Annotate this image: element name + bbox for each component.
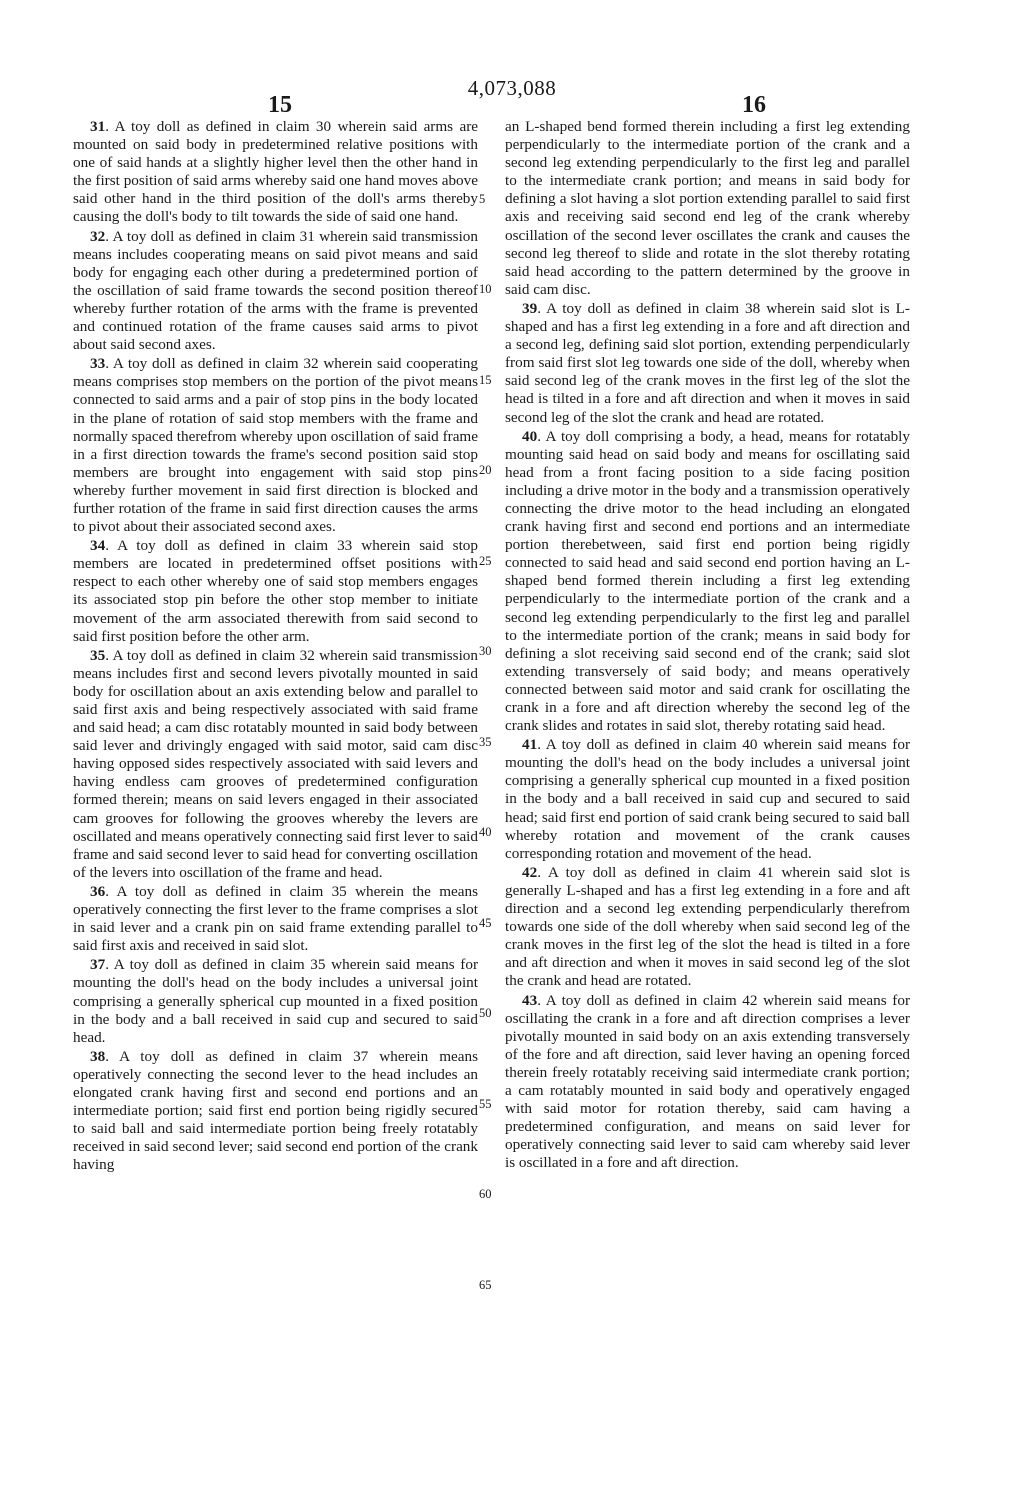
claim-35: [73, 647, 478, 882]
claim-number: 38: [90, 1047, 106, 1065]
line-number: 40: [479, 825, 492, 839]
line-number: 5: [479, 192, 486, 206]
claim-text: . A toy doll as defined in claim 42 wherein said means for oscillating the crank in a fore and aft direction comprises a lever pivotally mounted in said body on an axis extending transversely of the fore and aft direction, said lever having an opening forced therein freely rotatably receiving said intermediate crank portion; a cam rotatably mounted in said body and operatively engaged with said motor for rotation thereby, said cam having a predetermined configuration, and means on said lever for operatively connecting said lever to said cam whereby said lever is oscillated in a fore and aft direction.: [505, 991, 910, 1172]
claim-number: 39: [522, 299, 538, 317]
line-number: 65: [479, 1278, 492, 1292]
claim-number: 31: [90, 118, 106, 135]
claim-number: 33: [90, 355, 106, 373]
claim-text: . A toy doll comprising a body, a head, means for rotatably mounting said head on said body and means for oscillating said head from a front facing position to a side facing position including a drive motor in the body and a transmission operatively connecting the drive motor to the head including an elongated crank having first and second end portions and an intermediate portion therebetween, said first end portion being rigidly connected to said head and said second end portion having an L-shaped bend formed therein including a first leg extending perpendicularly to the intermediate portion of the crank and a second leg extending perpendicularly to the first leg and parallel to the intermediate portion of the crank; means in said body for defining a slot receiving said second end of the crank; said slot extending transversely of said body; and means operatively connected between said motor and said crank for oscillating the crank in a fore and aft direction whereby the second leg of the crank slides and rotates in said slot, thereby rotating said head.: [505, 427, 910, 735]
claim-text: . A toy doll as defined in claim 35 wherein the means operatively connecting the first lever to the frame comprises a slot in said lever and a crank pin on said frame extending parallel to said first axis and received in said slot.: [73, 882, 478, 955]
line-number: 60: [479, 1187, 492, 1201]
claim-number: 41: [522, 736, 538, 754]
patent-number: 4,073,088: [467, 76, 557, 100]
claim-number: 35: [90, 646, 106, 664]
claim-32: [73, 228, 478, 355]
claim-38-continued: [505, 118, 910, 299]
claim-text: . A toy doll as defined in claim 30 wherein said arms are mounted on said body in predetermined relative positions with one of said hands at a slightly higher level then the other hand in the first position of said arms whereby said one hand moves above said other hand in the third position of the doll's arms thereby causing the doll's body to tilt towards the side of said one hand.: [73, 118, 478, 226]
claim-42: [505, 864, 910, 991]
claim-31: [73, 118, 478, 227]
claim-39: [505, 300, 910, 427]
claim-text: an L-shaped bend formed therein including a first leg extending perpendicularly to the intermediate portion of the crank and a second leg extending perpendicularly to the first leg and parallel to the intermediate crank portion; and means in said body for defining a slot having a slot portion extending parallel to said first axis and receiving said second end leg of the crank whereby oscillation of the second lever oscillates the crank and causes the second leg thereof to slide and rotate in the slot thereby rotating said head according to the pattern determined by the groove in said cam disc.: [505, 118, 910, 298]
line-number: 45: [479, 916, 492, 930]
line-number: 15: [479, 373, 492, 387]
claim-41: [505, 736, 910, 863]
claim-33: [73, 355, 478, 536]
line-number: 50: [479, 1006, 492, 1020]
line-number: 25: [479, 554, 492, 568]
claim-36: [73, 883, 478, 955]
claim-number: 34: [90, 537, 106, 555]
claim-text: . A toy doll as defined in claim 40 wherein said means for mounting the doll's head on the body includes a universal joint comprising a generally spherical cup mounted in a fixed position in the body and a ball received in said cup and secured to said head; said first end portion of said crank being secured to said ball whereby rotation and movement of the crank causes corresponding rotation and movement of the head.: [505, 736, 910, 862]
line-number: 30: [479, 644, 492, 658]
claim-43: [505, 992, 910, 1173]
right-column: [505, 118, 910, 1173]
claim-34: [73, 537, 478, 646]
claim-text: . A toy doll as defined in claim 37 wherein means operatively connecting the second lever to the head includes an elongated crank having first and second end portions and an intermediate portion; said first end portion being rigidly secured to said ball and said intermediate portion being freely rotatably received in said second lever; said second end portion of the crank having: [73, 1047, 478, 1174]
claim-text: . A toy doll as defined in claim 33 wherein said stop members are located in predetermined offset positions with respect to each other whereby one of said stop members engages its associated stop pin before the other stop member to initiate movement of the arm associated therewith from said second to said first position before the other arm.: [73, 537, 478, 645]
line-number: 55: [479, 1097, 492, 1111]
claim-38: [73, 1048, 478, 1175]
claim-number: 36: [90, 882, 106, 900]
claim-number: 32: [90, 227, 106, 245]
claim-number: 42: [522, 863, 538, 881]
claim-text: . A toy doll as defined in claim 32 wherein said transmission means includes first and second levers pivotally mounted in said body for oscillation about an axis extending below and parallel to said first axis and being respectively associated with said frame and said head; a cam disc rotatably mounted in said body between said lever and drivingly engaged with said motor, said cam disc having opposed sides respectively associated with said levers and having endless cam grooves of predetermined configuration formed therein; means on said levers engaged in their associated cam grooves for following the grooves whereby the levers are oscillated and means operatively connecting said first lever to said frame and said second lever to said head for converting oscillation of the levers into oscillation of the frame and head.: [73, 646, 478, 881]
line-number: 10: [479, 282, 492, 296]
claim-number: 43: [522, 991, 538, 1009]
claim-number: 40: [522, 427, 538, 445]
claim-text: . A toy doll as defined in claim 35 wherein said means for mounting the doll's head on the body includes a universal joint comprising a generally spherical cup mounted in a fixed position in the body and a ball received in said cup and secured to said head.: [73, 956, 478, 1046]
claim-40: [505, 428, 910, 736]
claim-text: . A toy doll as defined in claim 31 wherein said transmission means includes cooperating means on said pivot means and said body for engaging each other during a predetermined portion of the oscillation of said frame towards the second position thereof whereby further rotation of the arms with the frame is prevented and continued rotation of the frame causes said arms to pivot about said second axes.: [73, 227, 478, 354]
claim-37: [73, 956, 478, 1046]
line-number: 35: [479, 735, 492, 749]
page-number-left: 15: [268, 92, 292, 118]
claim-text: . A toy doll as defined in claim 41 wherein said slot is generally L-shaped and has a first leg extending in a fore and aft direction and a second leg extending perpendicularly therefrom towards one side of the doll whereby when said second leg of the crank moves in the first leg of the slot the head is tilted in a fore and aft direction and when it moves in said second leg of the slot the crank and head are rotated.: [505, 863, 910, 990]
claim-text: . A toy doll as defined in claim 38 wherein said slot is L-shaped and has a first leg extending in a fore and aft direction and a second leg, defining said slot portion, extending perpendicularly from said first slot leg towards one side of the doll, whereby when said second leg of the crank moves in the first leg of the slot the head is tilted in a fore and aft direction and when it moves in said second leg of the slot the crank and head are rotated.: [505, 299, 910, 426]
left-column: [73, 118, 478, 1175]
page-number-right: 16: [742, 92, 766, 118]
line-number: 20: [479, 463, 492, 477]
claim-number: 37: [90, 956, 106, 974]
claim-text: . A toy doll as defined in claim 32 wherein said cooperating means comprises stop members on the portion of the pivot means connected to said arms and a pair of stop pins in the body located in the plane of rotation of said stop members with the frame and normally spaced therefrom whereby upon oscillation of said frame in a first direction towards the frame's second position said stop members are brought into engagement with said stop pins whereby further movement in said first direction is blocked and further rotation of the frame in said first direction causes the arms to pivot about their associated second axes.: [73, 355, 478, 536]
